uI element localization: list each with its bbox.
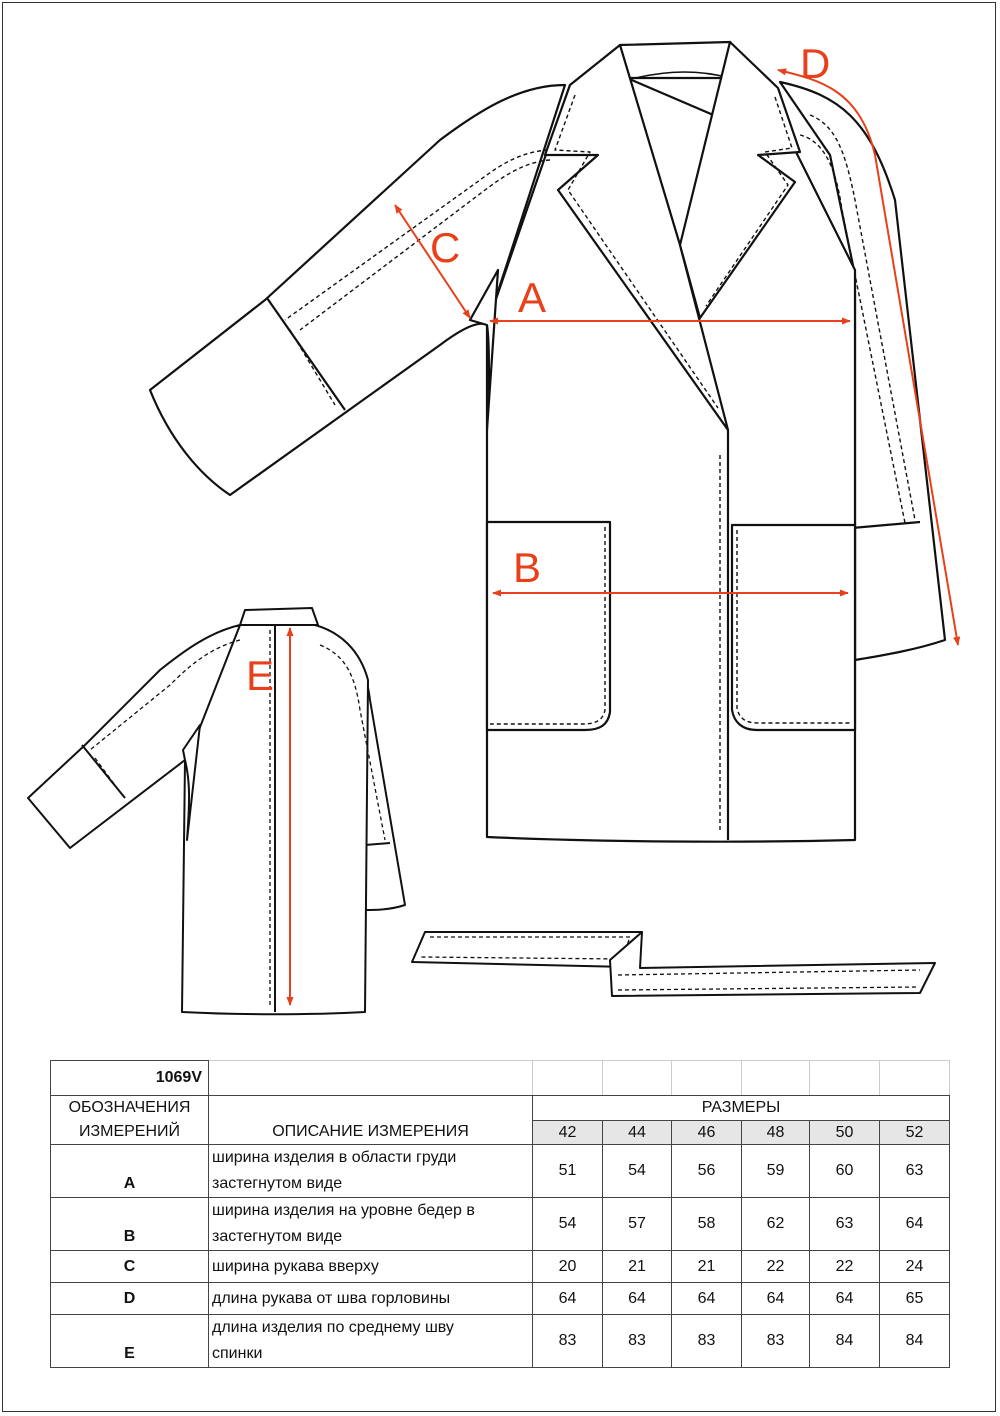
codes-header: ОБОЗНАЧЕНИЯ ИЗМЕРЕНИЙ [51,1096,209,1145]
pocket-left [487,522,610,730]
measure-code: A [51,1145,209,1198]
value-cell: 58 [672,1198,742,1251]
value-cell: 64 [603,1283,672,1315]
belt [412,932,935,996]
label-c: C [430,224,461,271]
size-42: 42 [533,1121,603,1145]
header-row-1 [51,1096,950,1121]
value-cell: 54 [533,1198,603,1251]
size-chart-table [50,1060,950,1368]
value-cell: 64 [810,1283,880,1315]
back-collar [240,608,318,625]
value-cell: 83 [742,1315,810,1368]
label-a: A [518,274,547,321]
model-row [51,1061,950,1096]
table-row [51,1251,950,1283]
size-44: 44 [603,1121,672,1145]
value-cell: 83 [603,1315,672,1368]
value-cell: 56 [672,1145,742,1198]
label-b: B [513,544,542,591]
value-cell: 57 [603,1198,672,1251]
table-row [51,1198,950,1251]
description-header: ОПИСАНИЕ ИЗМЕРЕНИЯ [209,1096,533,1145]
value-cell: 62 [742,1198,810,1251]
measure-description: длина изделия по среднему шву спинки [209,1315,533,1368]
value-cell: 83 [533,1315,603,1368]
value-cell: 54 [603,1145,672,1198]
label-e: E [246,652,275,699]
sizes-header: РАЗМЕРЫ [533,1096,950,1121]
measure-code: C [51,1251,209,1283]
measure-code: D [51,1283,209,1315]
value-cell: 63 [880,1145,950,1198]
value-cell: 83 [672,1315,742,1368]
table-row [51,1283,950,1315]
measure-code: B [51,1198,209,1251]
value-cell: 63 [810,1198,880,1251]
value-cell: 22 [742,1251,810,1283]
size-48: 48 [742,1121,810,1145]
measure-description: длина рукава от шва горловины [209,1283,533,1315]
value-cell: 64 [533,1283,603,1315]
value-cell: 84 [880,1315,950,1368]
table-row [51,1145,950,1198]
value-cell: 64 [880,1198,950,1251]
size-46: 46 [672,1121,742,1145]
pocket-right [732,525,855,730]
model-number: 1069V [51,1061,209,1096]
measure-description: ширина рукава вверху [209,1251,533,1283]
value-cell: 21 [672,1251,742,1283]
coat-back-view [28,608,405,1014]
value-cell: 24 [880,1251,950,1283]
value-cell: 64 [672,1283,742,1315]
value-cell: 22 [810,1251,880,1283]
measure-description: ширина изделия в области груди застегнутом виде [209,1145,533,1198]
measure-description: ширина изделия на уровне бедер в застегнутом виде [209,1198,533,1251]
label-d: D [800,40,831,87]
measure-code: E [51,1315,209,1368]
value-cell: 20 [533,1251,603,1283]
size-50: 50 [810,1121,880,1145]
value-cell: 60 [810,1145,880,1198]
value-cell: 84 [810,1315,880,1368]
value-cell: 65 [880,1283,950,1315]
size-52: 52 [880,1121,950,1145]
value-cell: 64 [742,1283,810,1315]
value-cell: 59 [742,1145,810,1198]
table-row [51,1315,950,1368]
value-cell: 51 [533,1145,603,1198]
value-cell: 21 [603,1251,672,1283]
